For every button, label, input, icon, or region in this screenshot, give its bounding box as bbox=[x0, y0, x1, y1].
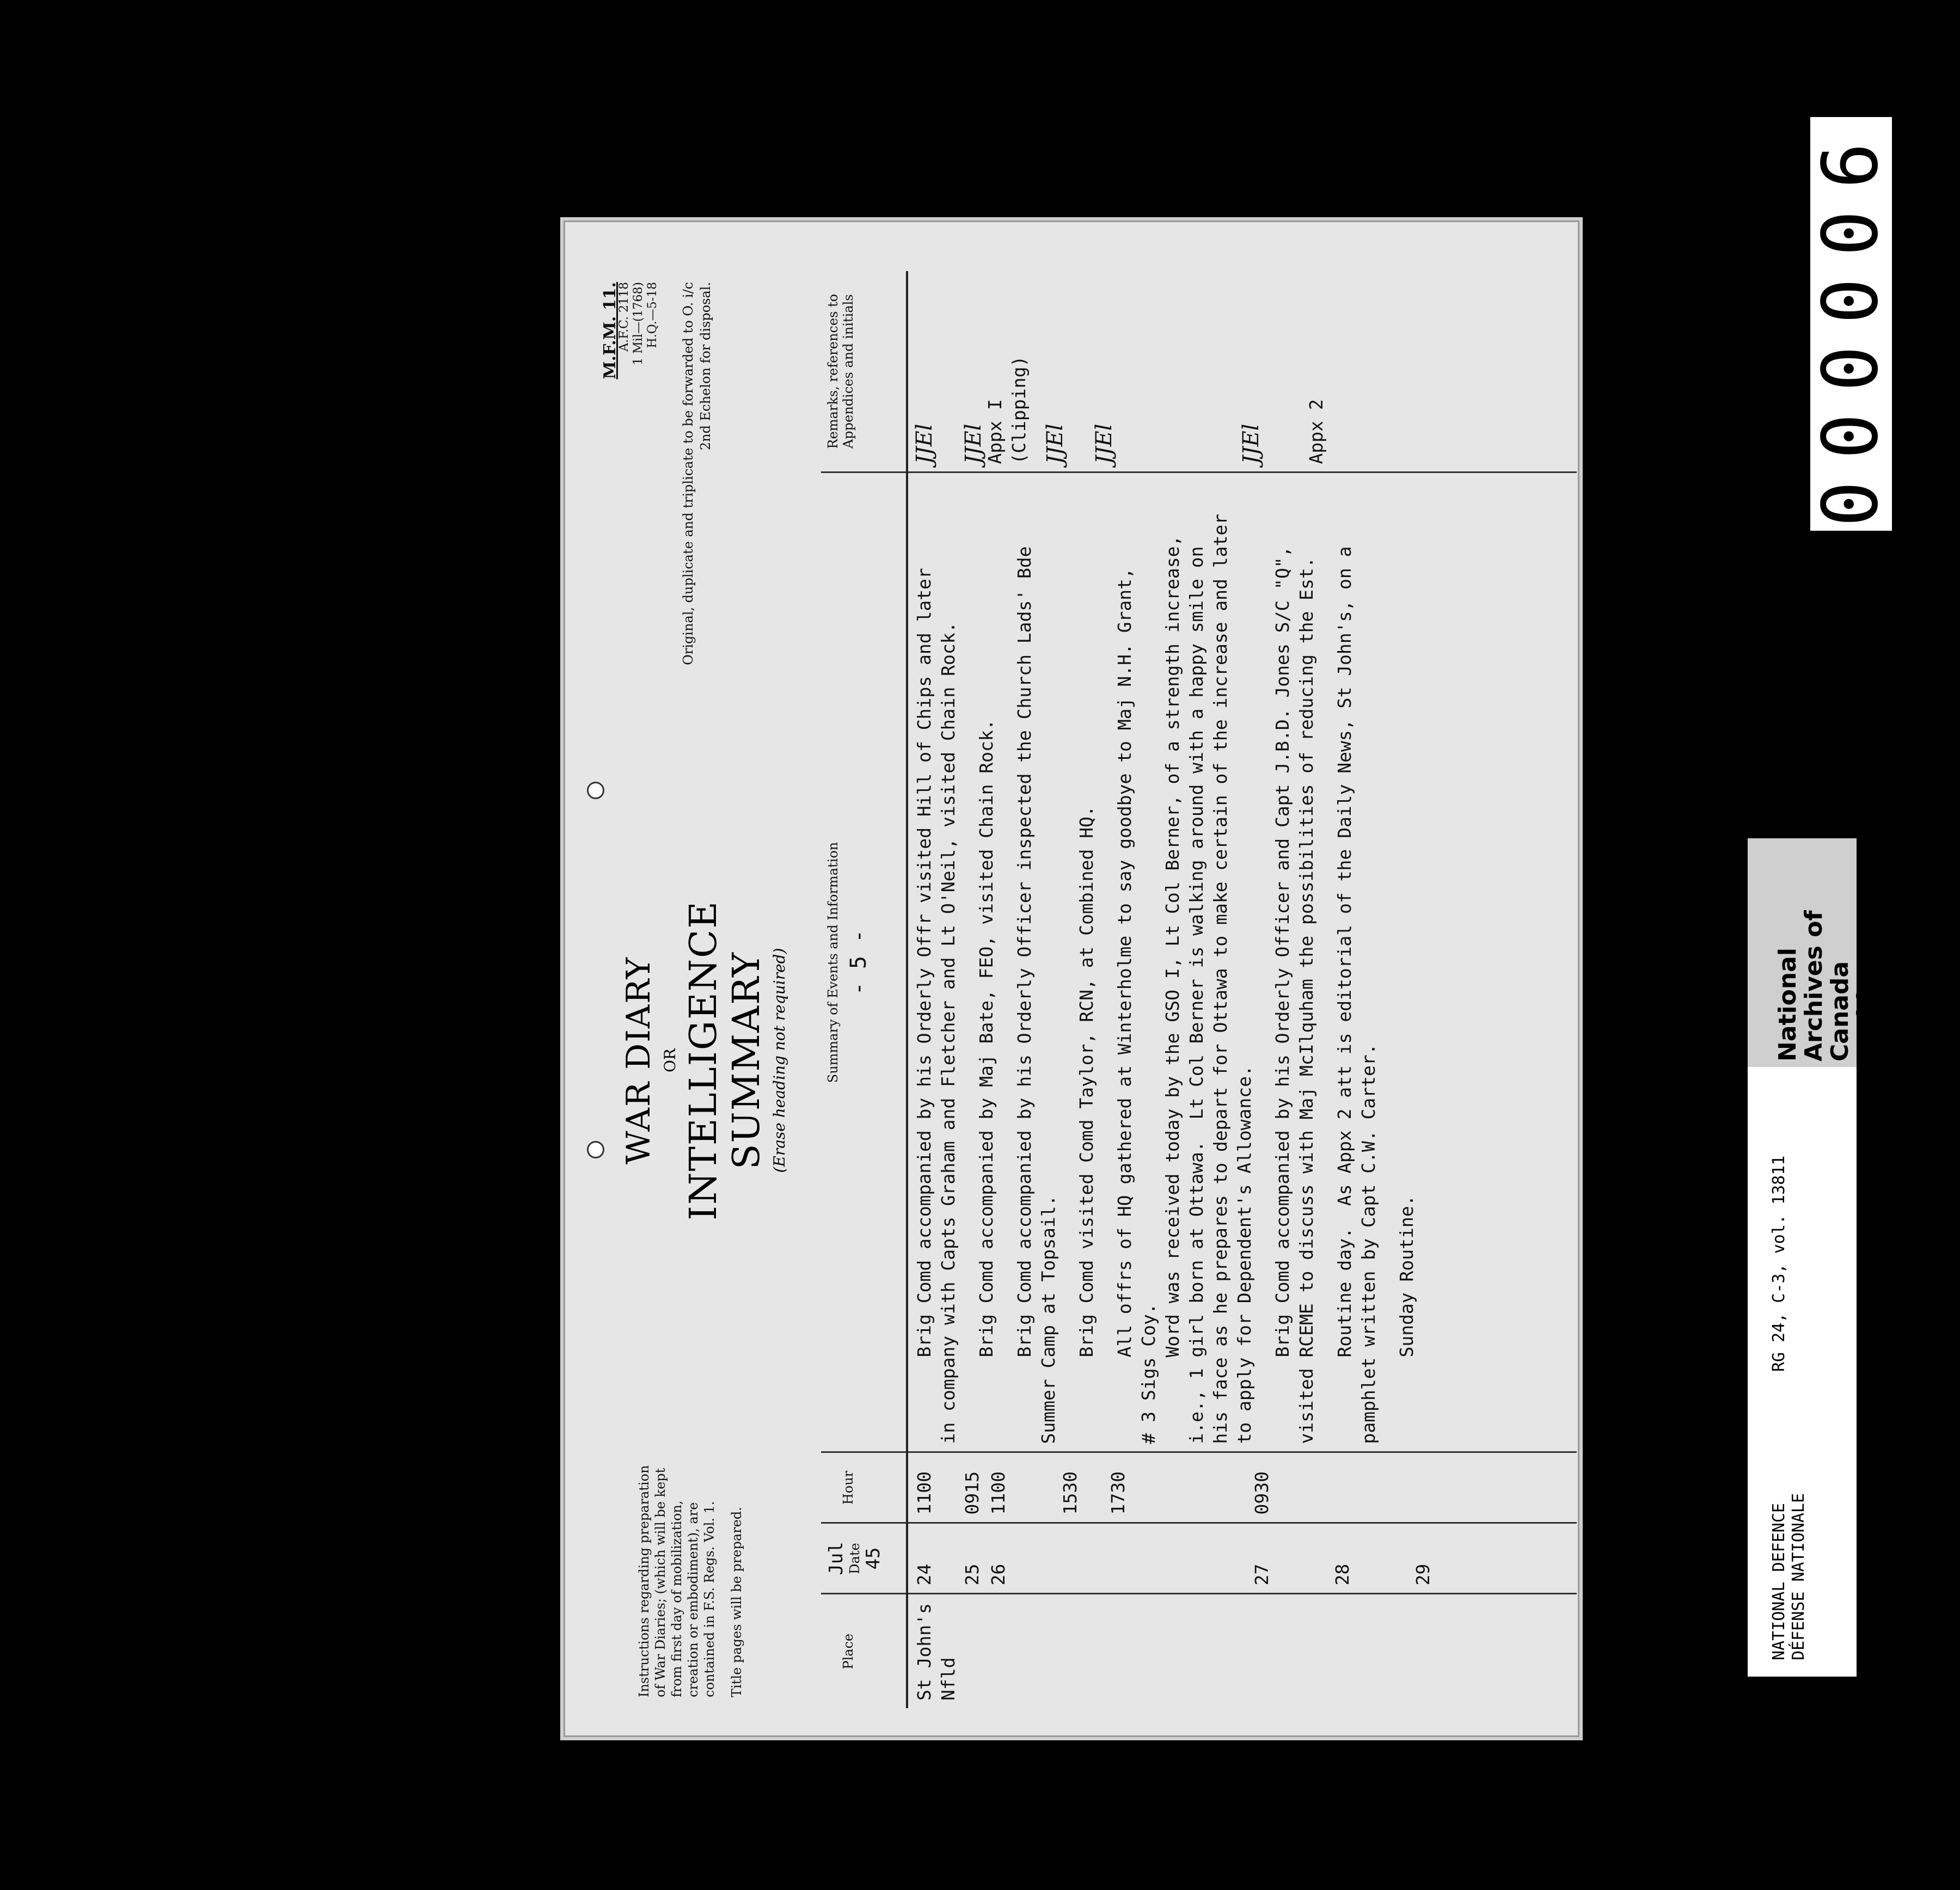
page-marker: - 5 - bbox=[846, 929, 871, 996]
col-summary-header: Summary of Events and Information - 5 - bbox=[821, 472, 907, 1452]
form-number: M.F.M. 11. bbox=[601, 282, 620, 379]
table-row bbox=[907, 271, 1577, 1708]
form-codes: A.F.C. 2118 1 Mil—(1768) H.Q.—5-18 bbox=[617, 282, 659, 365]
year-label: 45 bbox=[862, 1547, 884, 1570]
place-line1: St John's bbox=[914, 1603, 935, 1701]
initials-signature: JJEl bbox=[1092, 424, 1117, 464]
title-erase-note: (Erase heading not required) bbox=[770, 948, 788, 1173]
place-cell bbox=[907, 1594, 1577, 1708]
war-diary-page bbox=[564, 220, 1579, 1737]
col-place-header: Place bbox=[821, 1594, 907, 1708]
instructions-block bbox=[636, 1463, 756, 1697]
remark-appx-2: Appx 2 bbox=[1306, 399, 1327, 464]
punch-hole bbox=[587, 782, 604, 799]
page-title bbox=[620, 788, 788, 1333]
entry-27-0930: Brig Comd accompanied by his Orderly Officer and Capt J.B.D. Jones S/C "Q", visited RCEME to discuss with Maj McIlquham the possibilities of reducing the Est. bbox=[1272, 546, 1317, 1444]
archive-label bbox=[1748, 838, 1932, 1677]
archives-name: National Archives of Canada Archives nationales du Canada bbox=[1774, 877, 1932, 1061]
col-hour-header: Hour bbox=[821, 1452, 907, 1523]
diary-table bbox=[821, 271, 1577, 1708]
archive-reference: RG 24, C-3, vol. 13811 bbox=[1769, 1155, 1788, 1372]
instructions-text: Instructions regarding preparation of War Diaries; (which will be kept from first day of mobilization, creation or embodiment), are contained in F.S. Regs. Vol. 1. bbox=[636, 1465, 717, 1697]
hour-cell: 1100 0915 1100 1530 1730 0930 bbox=[907, 1452, 1577, 1523]
remarks-cell bbox=[907, 271, 1577, 472]
month-label: Jul bbox=[825, 1542, 847, 1575]
date-label: Date bbox=[847, 1543, 862, 1574]
entry-29: Sunday Routine. bbox=[1396, 1195, 1417, 1444]
department-block: NATIONAL DEFENCE DÉFENSE NATIONALE bbox=[1769, 1493, 1808, 1660]
entry-25-0915: Brig Comd accompanied by Maj Bate, FEO, visited Chain Rock. bbox=[976, 719, 997, 1444]
form-number-block bbox=[603, 282, 660, 379]
entry-26-1100: Brig Comd accompanied by his Orderly Officer inspected the Church Lads' Bde Summer Camp at Topsail. bbox=[1014, 546, 1059, 1444]
frame-number: 000006 bbox=[1810, 117, 1892, 531]
title-pages-note: Title pages will be prepared. bbox=[729, 1507, 744, 1697]
remark-appx-1: Appx I (Clipping) bbox=[984, 355, 1030, 464]
date-cell: 24 25 26 27 28 29 bbox=[907, 1523, 1577, 1594]
entry-24-1100: Brig Comd accompanied by his Orderly Offr visited Hill of Chips and later in company with Capts Graham and Fletcher and Lt O'Neil, visited Chain Rock. bbox=[914, 568, 959, 1444]
initials-signature: JJEl bbox=[1043, 424, 1068, 464]
punch-hole bbox=[587, 1141, 604, 1158]
original-distribution-note: Original, duplicate and triplicate to be forwarded to O. i/c 2nd Echelon for disposal. bbox=[681, 282, 713, 665]
archive-label-left bbox=[1748, 1067, 1857, 1677]
initials-signature: JJEl bbox=[1239, 424, 1264, 464]
title-intelligence-summary: INTELLIGENCE SUMMARY bbox=[682, 900, 768, 1220]
col-remarks-header: Remarks, references to Appendices and initials bbox=[821, 271, 907, 472]
title-or: OR bbox=[661, 1048, 679, 1073]
entry-28: Routine day. As Appx 2 att is editorial of the Daily News, St John's, on a pamphlet written by Capt C.W. Carter. bbox=[1334, 546, 1379, 1444]
entry-26-1530: Brig Comd visited Comd Taylor, RCN, at Combined HQ. bbox=[1076, 806, 1097, 1444]
summary-cell bbox=[907, 472, 1577, 1452]
col-date-header bbox=[821, 1523, 907, 1594]
initials-signature: JJEl bbox=[912, 424, 937, 464]
title-war-diary: WAR DIARY bbox=[620, 956, 658, 1165]
place-line2: Nfld bbox=[938, 1657, 959, 1701]
initials-signature: JJEl bbox=[961, 424, 986, 464]
entry-26-1730: All offrs of HQ gathered at Winterholme to say goodbye to Maj N.H. Grant, # 3 Sigs Coy. Word was received today by the GSO I, Lt Col Berner, of a strength increase, i.e., 1 girl born at Ottawa. Lt Col Berner is walking around with a happy smile on his face as he prepares to depart for Ottawa to make certain of the increase and later to apply for Dependent's Allowance. bbox=[1114, 513, 1255, 1444]
